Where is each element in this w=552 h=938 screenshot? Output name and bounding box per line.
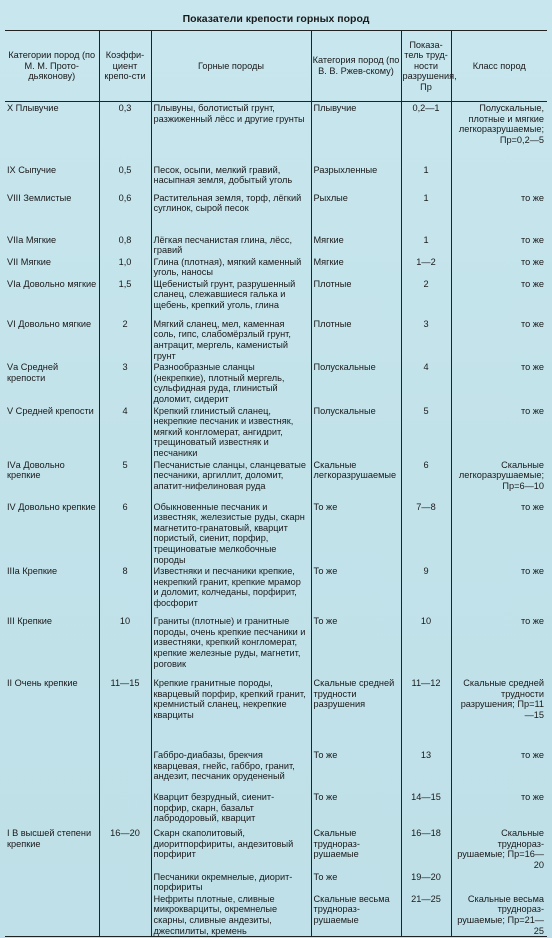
cell-rocks: Крепкие гранитные породы, кварцевый порфир, крепкий гранит, кремнистый сланец, некрепкие кварциты: [151, 677, 311, 749]
cell-category-rzhevsky: Полускальные: [311, 361, 401, 404]
cell-coefficient: [99, 893, 151, 937]
cell-rock-class: Скальные легкоразрушаемые; Пр=6—10: [451, 459, 547, 501]
cell-destruction-index: 0,2—1: [401, 102, 451, 164]
cell-destruction-index: 13: [401, 749, 451, 791]
cell-coefficient: 0,8: [99, 234, 151, 256]
table-row: [5, 871, 547, 893]
cell-rock-class: Скальные труднораз-рушаемые; Пр=16—20: [451, 827, 547, 870]
cell-category-rzhevsky: Скальные весьма труднораз-рушаемые: [311, 893, 401, 937]
cell-coefficient: 16—20: [99, 827, 151, 870]
cell-rock-class: Скальные весьма труднораз-рушаемые; Пр=21—25: [451, 893, 547, 937]
cell-destruction-index: 16—18: [401, 827, 451, 870]
cell-rocks: Песчанистые сланцы, сланцеватые песчаники, аргиллит, доломит, апатит-нифелиновая руда: [151, 459, 311, 501]
cell-rock-class: то же: [451, 615, 547, 677]
cell-rock-class: то же: [451, 278, 547, 318]
cell-category: II Очень крепкие: [7, 678, 78, 689]
cell-rocks: Мягкий сланец, мел, каменная соль, гипс, слабомёрзлый грунт, антрацит, мергель, каменистый грунт: [151, 318, 311, 361]
cell-category-rzhevsky: То же: [311, 615, 401, 677]
cell-rocks: Щебенистый грунт, разрушенный сланец, слежавшиеся галька и щебень, крепкий уголь, глина: [151, 278, 311, 318]
cell-category-rzhevsky: Плотные: [311, 278, 401, 318]
cell-coefficient: [99, 791, 151, 827]
cell-coefficient: 11—15: [99, 677, 151, 749]
cell-category-rzhevsky: Рыхлые: [311, 192, 401, 234]
cell-rocks: Плывуны, болотистый грунт, разжиженный лёсс и другие грунты: [151, 102, 311, 164]
table-row: [5, 565, 547, 615]
cell-coefficient: 2: [99, 318, 151, 361]
table-row: [5, 749, 547, 791]
cell-category-rzhevsky: Скальные легкоразрушаемые: [311, 459, 401, 501]
cell-rocks: Песок, осыпи, мелкий гравий, насыпная земля, добытый уголь: [151, 164, 311, 192]
header-rock-class: Класс пород: [451, 31, 547, 102]
cell-rocks: Граниты (плотные) и гранитные породы, очень крепкие песчаники и известняки, крепкий конгломерат, крепкие железные руды, магнетит, роговик: [151, 615, 311, 677]
header-category-rzhevsky: Категория пород (по В. В. Ржев-скому): [311, 31, 401, 102]
cell-category: [5, 871, 99, 893]
cell-destruction-index: 9: [401, 565, 451, 615]
cell-destruction-index: 10: [401, 615, 451, 677]
cell-category: VI Довольно мягкие: [7, 318, 92, 329]
rock-strength-table: [5, 30, 547, 937]
cell-destruction-index: 1: [401, 164, 451, 192]
cell-category: IV Довольно крепкие: [7, 501, 96, 512]
cell-rock-class: Полускальные, плотные и мягкие легкоразрушаемые; Пр=0,2—5: [451, 102, 547, 164]
cell-coefficient: 6: [99, 501, 151, 566]
cell-category-rzhevsky: Мягкие: [311, 234, 401, 256]
table-row: [5, 791, 547, 827]
cell-rock-class: [451, 164, 547, 192]
cell-category: Vа Средней крепости: [7, 362, 59, 383]
cell-coefficient: [99, 749, 151, 791]
cell-category-rzhevsky: Плывучие: [311, 102, 401, 164]
cell-category-rzhevsky: То же: [311, 871, 401, 893]
cell-rocks: Лёгкая песчанистая глина, лёсс, гравий: [151, 234, 311, 256]
cell-coefficient: 1,5: [99, 278, 151, 318]
cell-destruction-index: 3: [401, 318, 451, 361]
cell-category: V Средней крепости: [7, 405, 94, 416]
header-destruction-index: Показа-тель труд-ности разрушения, Пр: [401, 31, 451, 102]
table-row: [5, 164, 547, 192]
header-rocks: Горные породы: [151, 31, 311, 102]
cell-rock-class: то же: [451, 234, 547, 256]
cell-destruction-index: 7—8: [401, 501, 451, 566]
cell-coefficient: 8: [99, 565, 151, 615]
cell-rock-class: то же: [451, 791, 547, 827]
header-category-protodyakonov: Категории пород (по М. М. Прото-дьяконову): [5, 31, 99, 102]
cell-category: VIII Землистые: [7, 192, 72, 203]
cell-destruction-index: 1: [401, 192, 451, 234]
cell-rock-class: то же: [451, 256, 547, 278]
cell-coefficient: 0,6: [99, 192, 151, 234]
cell-category-rzhevsky: Скальные средней трудности разрушения: [311, 677, 401, 749]
cell-destruction-index: 19—20: [401, 871, 451, 893]
cell-category: IIIа Крепкие: [7, 566, 58, 577]
table-row: [5, 361, 547, 404]
cell-destruction-index: 2: [401, 278, 451, 318]
cell-rocks: Растительная земля, торф, лёгкий суглинок, сырой песок: [151, 192, 311, 234]
table-row: [5, 501, 547, 566]
cell-category-rzhevsky: То же: [311, 791, 401, 827]
cell-destruction-index: 1: [401, 234, 451, 256]
cell-category: VIIа Мягкие: [7, 234, 57, 245]
table-row: [5, 405, 547, 459]
cell-category: IX Сыпучие: [7, 164, 57, 175]
table-row: [5, 893, 547, 937]
cell-category-rzhevsky: То же: [311, 565, 401, 615]
cell-coefficient: 0,5: [99, 164, 151, 192]
table-row: [5, 234, 547, 256]
cell-category: I В высшей степени крепкие: [7, 828, 92, 849]
cell-destruction-index: 1—2: [401, 256, 451, 278]
cell-coefficient: 3: [99, 361, 151, 404]
cell-rock-class: то же: [451, 318, 547, 361]
cell-category-rzhevsky: Плотные: [311, 318, 401, 361]
cell-rocks: Крепкий глинистый сланец, некрепкие песчаник и известняк, мягкий конгломерат, ангидрит, трещиноватый известняк и песчаники: [151, 405, 311, 459]
cell-rock-class: то же: [451, 749, 547, 791]
table-row: [5, 677, 547, 749]
cell-rock-class: то же: [451, 192, 547, 234]
cell-category: VIа Довольно мягкие: [7, 278, 97, 289]
cell-category: IVа Довольно крепкие: [7, 459, 65, 481]
cell-coefficient: 1,0: [99, 256, 151, 278]
cell-rock-class: [451, 871, 547, 893]
cell-category-rzhevsky: Скальные труднораз-рушаемые: [311, 827, 401, 870]
cell-rocks: Нефриты плотные, сливные микрокварциты, окремнелые скарны, сливные андезиты, джеспилиты, кремень: [151, 893, 311, 937]
table-row: [5, 827, 547, 870]
cell-rocks: Песчаники окремнелые, диорит-порфириты: [151, 871, 311, 893]
cell-category: [5, 893, 99, 937]
table-row: [5, 256, 547, 278]
cell-rocks: Скарн скаполитовый, диоритпорфириты, андезитовый порфирит: [151, 827, 311, 870]
cell-rock-class: то же: [451, 405, 547, 459]
table-row: [5, 615, 547, 677]
cell-destruction-index: 21—25: [401, 893, 451, 937]
table-row: [5, 102, 547, 164]
cell-category: III Крепкие: [7, 616, 53, 627]
cell-rocks: Обыкновенные песчаник и известняк, железистые руды, скарн магнетито-гранатовый, кварцит пористый, сиенит, порфир, трещиноватые мелкобочные породы: [151, 501, 311, 566]
cell-coefficient: 4: [99, 405, 151, 459]
cell-rocks: Глина (плотная), мягкий каменный уголь, наносы: [151, 256, 311, 278]
cell-destruction-index: 6: [401, 459, 451, 501]
header-coefficient: Коэффи-циент крепо-сти: [99, 31, 151, 102]
cell-category: X Плывучие: [7, 103, 59, 113]
table-row: [5, 459, 547, 501]
cell-destruction-index: 4: [401, 361, 451, 404]
cell-rocks: Кварцит безрудный, сиенит-порфир, скарн, базальт лабродоровый, кварцит: [151, 791, 311, 827]
cell-coefficient: 10: [99, 615, 151, 677]
header-row: [5, 31, 547, 102]
cell-rocks: Габбро-диабазы, брекчия кварцевая, гнейс, габбро, гранит, андезит, песчаник орудененый: [151, 749, 311, 791]
table-row: [5, 192, 547, 234]
cell-rocks: Разнообразные сланцы (некрепкие), плотный мергель, сульфидная руда, глинистый доломит, сидерит: [151, 361, 311, 404]
cell-category-rzhevsky: То же: [311, 749, 401, 791]
cell-coefficient: 0,3: [99, 102, 151, 164]
table-title: Показатели крепости горных пород: [182, 13, 370, 25]
cell-category: [5, 791, 99, 827]
cell-rocks: Известняки и песчаники крепкие, некрепкий гранит, крепкие мрамор и доломит, колчеданы, порфирит, фосфорит: [151, 565, 311, 615]
table-row: [5, 318, 547, 361]
cell-rock-class: Скальные средней трудности разрушения; Пр=11—15: [451, 677, 547, 749]
cell-category: [5, 749, 99, 791]
cell-coefficient: 5: [99, 459, 151, 501]
cell-destruction-index: 5: [401, 405, 451, 459]
cell-coefficient: [99, 871, 151, 893]
cell-category-rzhevsky: Полускальные: [311, 405, 401, 459]
cell-category-rzhevsky: То же: [311, 501, 401, 566]
cell-rock-class: то же: [451, 565, 547, 615]
table-row: [5, 278, 547, 318]
cell-rock-class: то же: [451, 501, 547, 566]
cell-category-rzhevsky: Разрыхленные: [311, 164, 401, 192]
cell-category: VII Мягкие: [7, 256, 52, 267]
cell-category-rzhevsky: Мягкие: [311, 256, 401, 278]
cell-destruction-index: 14—15: [401, 791, 451, 827]
cell-rock-class: то же: [451, 361, 547, 404]
cell-destruction-index: 11—12: [401, 677, 451, 749]
